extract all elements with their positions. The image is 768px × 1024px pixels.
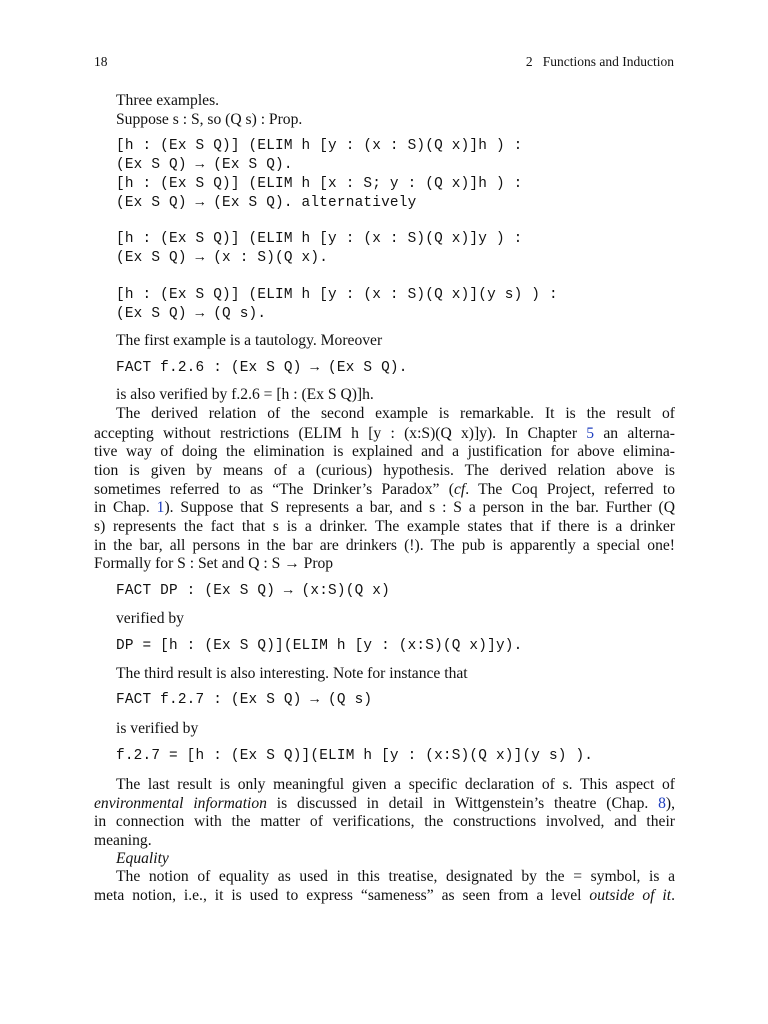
code-line: (Ex S Q) → (Ex S Q). (116, 157, 293, 173)
code-line: f.2.7 = [h : (Ex S Q)](ELIM h [y : (x:S)(Q x)](y s) ). (116, 748, 594, 764)
running-title: 2 Functions and Induction (525, 54, 674, 69)
paragraph-line: The notion of equality as used in this treatise, designated by the = symbol, is a (116, 868, 675, 885)
code-line: [h : (Ex S Q)] (ELIM h [y : (x : S)(Q x)]y ) : (116, 231, 523, 247)
text-line: meaning. (94, 832, 152, 849)
code-line: (Ex S Q) → (Ex S Q). alternatively (116, 195, 417, 211)
chapter-link[interactable]: 1 (156, 499, 165, 516)
page-number: 18 (94, 54, 108, 69)
paragraph-line: The last result is only meaningful given a specific declaration of s. This aspect of (116, 776, 675, 793)
text-line: Suppose s : S, so (Q s) : Prop. (116, 111, 303, 128)
text-line: is also verified by f.2.6 = [h : (Ex S Q)]h. (116, 386, 374, 403)
text-line: Three examples. (116, 92, 220, 109)
section-heading: Equality (116, 850, 169, 867)
paragraph-line: tive way of doing the elimination is explained and a justification for above elimina- (94, 443, 675, 460)
paragraph-line: in connection with the matter of verifications, the constructions involved, and their (94, 813, 675, 830)
code-line: FACT DP : (Ex S Q) → (x:S)(Q x) (116, 583, 390, 599)
code-line: (Ex S Q) → (x : S)(Q x). (116, 250, 329, 266)
text-line: is verified by (116, 720, 199, 737)
code-line: DP = [h : (Ex S Q)](ELIM h [y : (x:S)(Q x)]y). (116, 638, 523, 654)
paragraph-line: meta notion, i.e., it is used to express “sameness” as seen from a level outside of it. (94, 887, 675, 904)
paragraph-line: accepting without restrictions (ELIM h [y : (x:S)(Q x)]y). In Chapter 5 an alterna- (94, 425, 675, 442)
code-line: (Ex S Q) → (Q s). (116, 306, 267, 322)
text-line: The third result is also interesting. Note for instance that (116, 665, 468, 682)
paragraph-line: environmental information is discussed in detail in Wittgenstein’s theatre (Chap. 8), (94, 795, 675, 812)
paragraph-line: The derived relation of the second example is remarkable. It is the result of (116, 405, 675, 422)
paragraph-line: sometimes referred to as “The Drinker’s Paradox” (cf. The Coq Project, referred to (94, 481, 675, 498)
paragraph-line: tion is given by means of a (curious) hypothesis. The derived relation above is (94, 462, 675, 479)
paragraph-line: in Chap. 1). Suppose that S represents a bar, and s : S a person in the bar. Further (Q (94, 499, 675, 516)
paragraph-line: s) represents the fact that s is a drinker. The example states that if there is a drinker (94, 518, 675, 535)
paragraph-line: in the bar, all persons in the bar are drinkers (!). The pub is apparently a special one! (94, 537, 675, 554)
text-line: Formally for S : Set and Q : S → Prop (94, 555, 334, 572)
chapter-link[interactable]: 5 (586, 425, 595, 442)
code-line: FACT f.2.7 : (Ex S Q) → (Q s) (116, 692, 373, 708)
code-line: [h : (Ex S Q)] (ELIM h [x : S; y : (Q x)]h ) : (116, 176, 523, 192)
code-line: FACT f.2.6 : (Ex S Q) → (Ex S Q). (116, 360, 408, 376)
text-line: verified by (116, 610, 184, 627)
code-line: [h : (Ex S Q)] (ELIM h [y : (x : S)(Q x)]h ) : (116, 138, 523, 154)
text-line: The first example is a tautology. Moreover (116, 332, 383, 349)
chapter-link[interactable]: 8 (658, 795, 666, 812)
code-line: [h : (Ex S Q)] (ELIM h [y : (x : S)(Q x)](y s) ) : (116, 287, 558, 303)
